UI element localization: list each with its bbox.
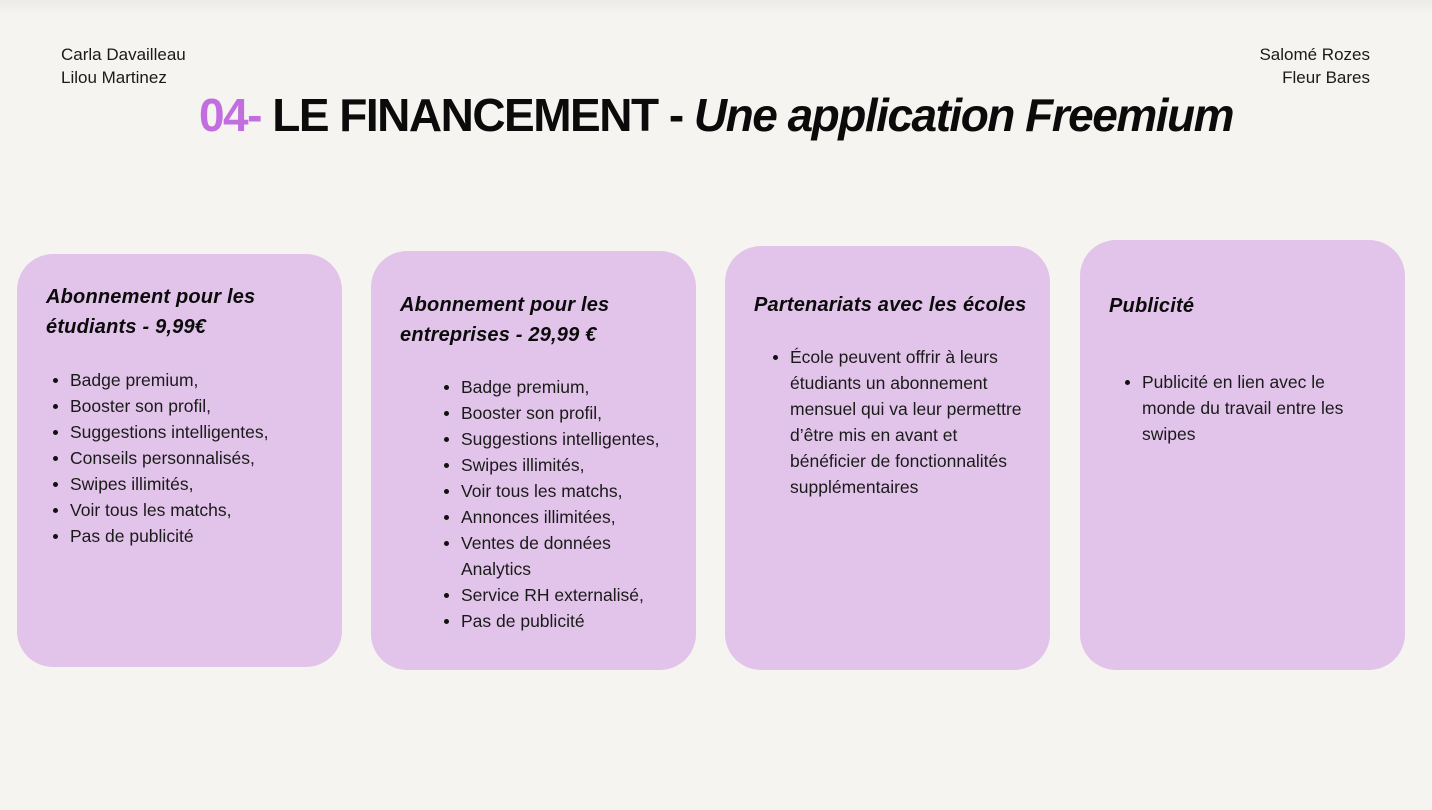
card-heading: Abonnement pour les entreprises - 29,99 € bbox=[400, 294, 610, 346]
list-item: Conseils personnalisés, bbox=[46, 445, 322, 471]
card-student-subscription bbox=[17, 254, 342, 667]
authors-left bbox=[61, 43, 186, 89]
list-item: Annonces illimitées, bbox=[437, 504, 676, 530]
list-item: Pas de publicité bbox=[46, 523, 322, 549]
card-heading: Abonnement pour les étudiants - 9,99€ bbox=[46, 286, 256, 338]
list-item: Swipes illimités, bbox=[437, 452, 676, 478]
feature-list bbox=[754, 344, 1030, 500]
list-item: Badge premium, bbox=[437, 374, 676, 400]
list-item: Suggestions intelligentes, bbox=[437, 426, 676, 452]
card-company-subscription bbox=[371, 251, 696, 670]
author-name: Lilou Martinez bbox=[61, 68, 167, 87]
list-item: Voir tous les matchs, bbox=[46, 497, 322, 523]
list-item: Publicité en lien avec le monde du travail entre les swipes bbox=[1118, 369, 1380, 447]
authors-right bbox=[1259, 43, 1370, 89]
list-item: Badge premium, bbox=[46, 367, 322, 393]
title-subtitle: Une application Freemium bbox=[693, 89, 1234, 141]
list-item: École peuvent offrir à leurs étudiants un abonnement mensuel qui va leur permettre d’être mis en avant et bénéficier de fonctionnalités supplémentaires bbox=[766, 344, 1026, 500]
list-item: Ventes de données Analytics bbox=[437, 530, 631, 582]
card-heading: Partenariats avec les écoles bbox=[754, 294, 1027, 316]
author-name: Carla Davailleau bbox=[61, 45, 186, 64]
card-advertising bbox=[1080, 240, 1405, 670]
list-item: Swipes illimités, bbox=[46, 471, 322, 497]
list-item: Booster son profil, bbox=[437, 400, 676, 426]
feature-list bbox=[1109, 369, 1385, 447]
top-shade bbox=[0, 0, 1432, 14]
slide-title bbox=[190, 90, 1242, 140]
list-item: Suggestions intelligentes, bbox=[46, 419, 322, 445]
title-main: LE FINANCEMENT - bbox=[260, 89, 694, 141]
list-item: Booster son profil, bbox=[46, 393, 322, 419]
list-item: Pas de publicité bbox=[437, 608, 676, 634]
list-item: Service RH externalisé, bbox=[437, 582, 676, 608]
feature-list bbox=[400, 374, 676, 634]
section-number: 04- bbox=[198, 89, 261, 141]
list-item: Voir tous les matchs, bbox=[437, 478, 676, 504]
author-name: Fleur Bares bbox=[1282, 68, 1370, 87]
feature-list bbox=[46, 367, 322, 549]
card-school-partnerships bbox=[725, 246, 1050, 670]
card-heading: Publicité bbox=[1109, 295, 1195, 317]
author-name: Salomé Rozes bbox=[1259, 45, 1370, 64]
